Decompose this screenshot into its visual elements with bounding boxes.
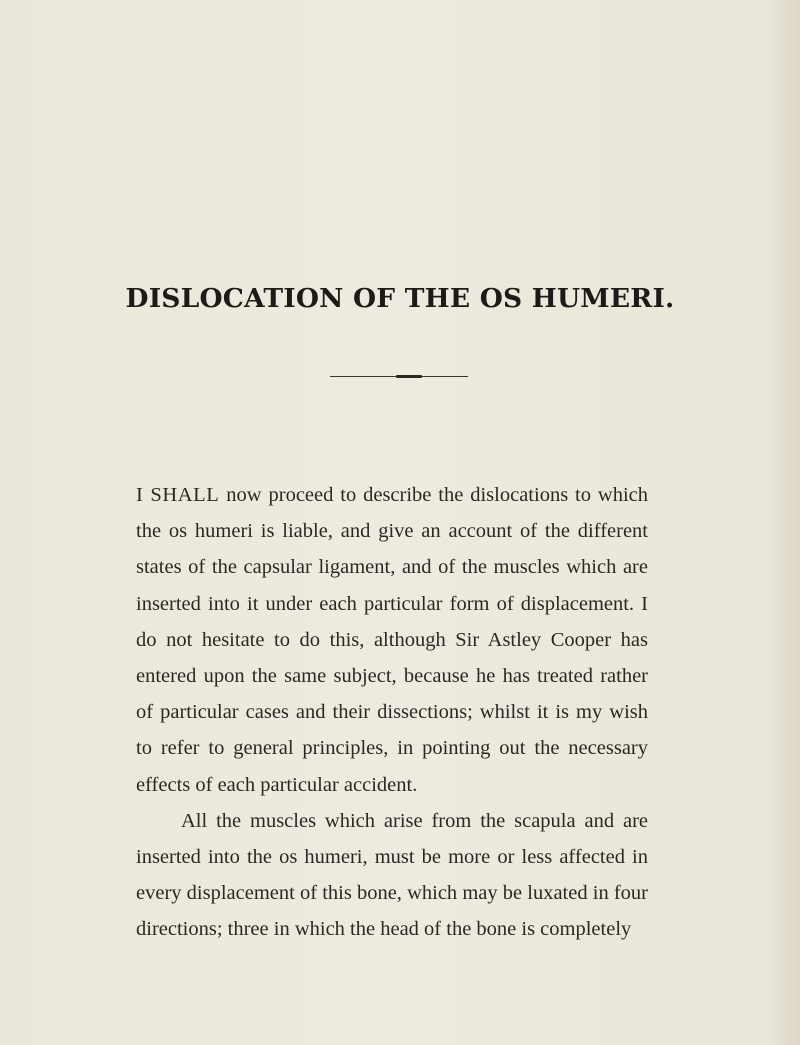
paragraph-2 [136, 803, 648, 948]
paragraph-1-text: now proceed to describe the dislocations to which the os humeri is liable, and give an account of the different states of the capsular ligament, and of the muscles which are inserted into it under each particular form of displacement. I do not hesitate to do this, although Sir Astley Cooper has entered upon the same subject, because he has treated rather of particular cases and their dissections; whilst it is my wish to refer to general principles, in pointing out the necessary effects of each particular accident. [136, 484, 649, 796]
body-text [136, 477, 648, 948]
paragraph-2-text: All the muscles which arise from the scapula and are inserted into the os humeri, must be more or less affected in every displacement of this bone, which may be luxated in four directions; three in which the head of the bone is completely [136, 809, 648, 941]
rule-ornament [396, 375, 422, 378]
paragraph-1 [136, 477, 648, 803]
lead-letter: I [136, 484, 143, 506]
lead-word: SHALL [142, 484, 220, 506]
page-title: DISLOCATION OF THE OS HUMERI. [125, 283, 675, 314]
